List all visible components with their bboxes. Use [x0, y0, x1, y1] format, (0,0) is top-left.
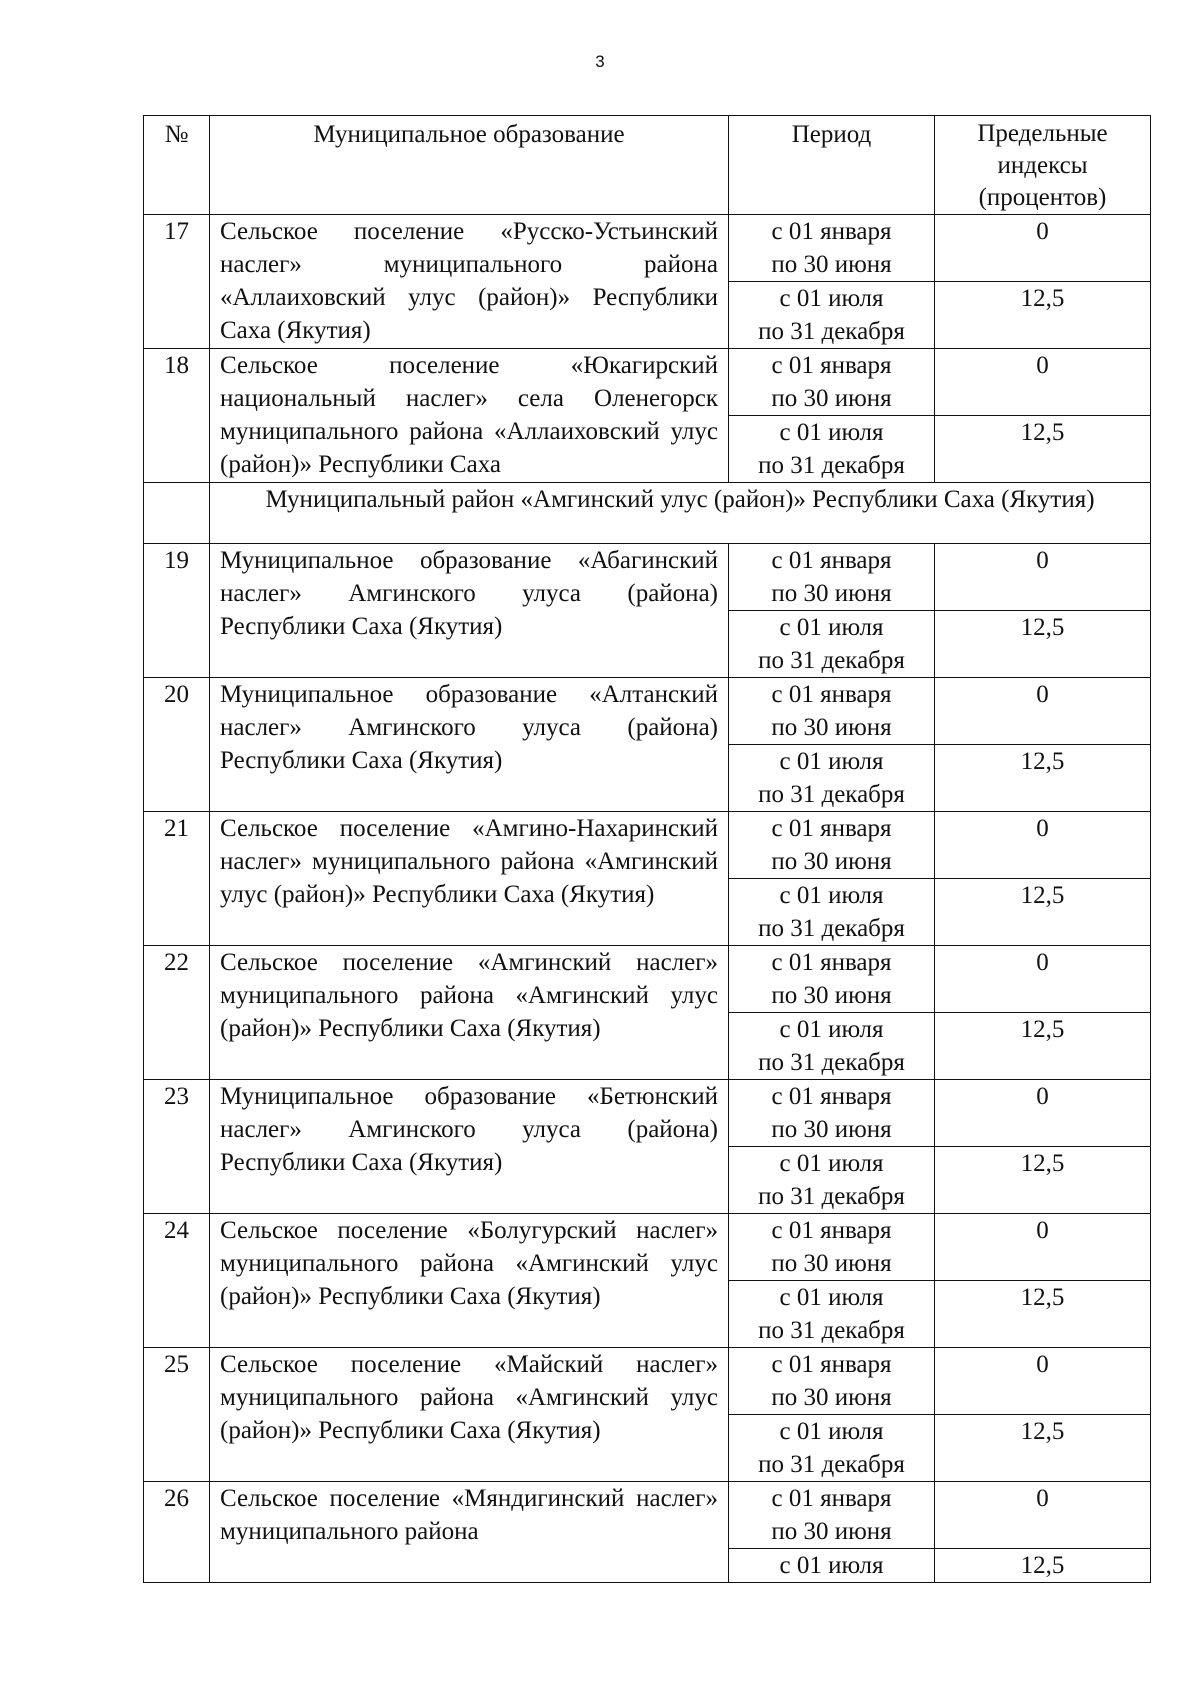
- period-line: с 01 января: [771, 815, 892, 842]
- section-title: Муниципальный район «Амгинский улус (район)» Республики Саха (Якутия): [210, 483, 1151, 544]
- period-line: с 01 июля: [779, 614, 884, 641]
- period-first-half: [729, 946, 935, 1013]
- row-number: 25: [144, 1348, 210, 1482]
- period-line: с 01 июля: [779, 419, 884, 446]
- index-first-half: 0: [935, 946, 1151, 1013]
- table-row: [144, 1482, 1151, 1549]
- period-line: с 01 января: [771, 1485, 892, 1512]
- period-second-half: [729, 282, 935, 349]
- period-second-half: [729, 416, 935, 483]
- period-line: по 30 июня: [771, 251, 892, 278]
- municipality-name: Сельское поселение «Амгинский наслег» муниципального района «Амгинский улус (район)» Республики Саха (Якутия): [210, 946, 729, 1080]
- period-line: по 31 декабря: [758, 1451, 905, 1478]
- row-number: 22: [144, 946, 210, 1080]
- period-first-half: [729, 1214, 935, 1281]
- page-number: 3: [595, 52, 605, 71]
- row-number: 24: [144, 1214, 210, 1348]
- period-line: по 31 декабря: [758, 318, 905, 345]
- municipality-name: Муниципальное образование «Абагинский наслег» Амгинского улуса (района) Республики Саха (Якутия): [210, 544, 729, 678]
- table-row: [144, 678, 1151, 745]
- table-row: [144, 1080, 1151, 1147]
- period-first-half: [729, 1080, 935, 1147]
- period-line: по 30 июня: [771, 1384, 892, 1411]
- municipality-name: Муниципальное образование «Алтанский наслег» Амгинского улуса (района) Республики Саха (Якутия): [210, 678, 729, 812]
- index-second-half: 12,5: [935, 1549, 1151, 1583]
- index-second-half: 12,5: [935, 745, 1151, 812]
- table-row: [144, 215, 1151, 282]
- period-line: по 31 декабря: [758, 915, 905, 942]
- row-number: 20: [144, 678, 210, 812]
- period-line: с 01 января: [771, 681, 892, 708]
- period-second-half: [729, 1013, 935, 1080]
- column-header-period: Период: [729, 116, 935, 215]
- period-first-half: [729, 544, 935, 611]
- index-first-half: 0: [935, 1080, 1151, 1147]
- section-number-cell: [144, 483, 210, 544]
- period-line: по 31 декабря: [758, 1049, 905, 1076]
- period-line: с 01 июля: [779, 748, 884, 775]
- municipality-name: Сельское поселение «Болугурский наслег» муниципального района «Амгинский улус (район)» Республики Саха (Якутия): [210, 1214, 729, 1348]
- period-line: по 30 июня: [771, 982, 892, 1009]
- period-second-half: [729, 1281, 935, 1348]
- period-line: с 01 января: [771, 352, 892, 379]
- municipality-name: Муниципальное образование «Бетюнский наслег» Амгинского улуса (района) Республики Саха (Якутия): [210, 1080, 729, 1214]
- municipality-name: Сельское поселение «Юкагирский национальный наслег» села Оленегорск муниципального района «Аллаиховский улус (район)» Республики Саха: [210, 349, 729, 483]
- table-row: [144, 812, 1151, 879]
- tariff-index-table: [143, 115, 1151, 1583]
- index-first-half: 0: [935, 215, 1151, 282]
- index-second-half: 12,5: [935, 611, 1151, 678]
- table-row: [144, 1214, 1151, 1281]
- period-first-half: [729, 678, 935, 745]
- period-line: с 01 января: [771, 1351, 892, 1378]
- period-first-half: [729, 1482, 935, 1549]
- period-line: по 30 июня: [771, 1116, 892, 1143]
- municipality-name: Сельское поселение «Майский наслег» муниципального района «Амгинский улус (район)» Республики Саха (Якутия): [210, 1348, 729, 1482]
- period-second-half: [729, 879, 935, 946]
- table-header-row: [144, 116, 1151, 215]
- index-first-half: 0: [935, 1482, 1151, 1549]
- period-line: с 01 июля: [779, 1418, 884, 1445]
- municipality-name: Сельское поселение «Амгино-Нахаринский наслег» муниципального района «Амгинский улус (район)» Республики Саха (Якутия): [210, 812, 729, 946]
- index-first-half: 0: [935, 544, 1151, 611]
- index-second-half: 12,5: [935, 1147, 1151, 1214]
- table-row: [144, 1348, 1151, 1415]
- municipality-name: Сельское поселение «Мяндигинский наслег» муниципального района: [210, 1482, 729, 1583]
- period-line: по 30 июня: [771, 580, 892, 607]
- row-number: 21: [144, 812, 210, 946]
- row-number: 26: [144, 1482, 210, 1583]
- period-line: по 31 декабря: [758, 1183, 905, 1210]
- row-number: 23: [144, 1080, 210, 1214]
- index-second-half: 12,5: [935, 879, 1151, 946]
- period-line: по 30 июня: [771, 714, 892, 741]
- period-line: с 01 июля: [779, 1150, 884, 1177]
- period-line: по 31 декабря: [758, 647, 905, 674]
- period-line: с 01 июля: [779, 285, 884, 312]
- table-row: [144, 349, 1151, 416]
- index-second-half: 12,5: [935, 1281, 1151, 1348]
- period-line: по 30 июня: [771, 1250, 892, 1277]
- period-first-half: [729, 349, 935, 416]
- period-first-half: [729, 812, 935, 879]
- period-second-half: [729, 611, 935, 678]
- period-first-half: [729, 215, 935, 282]
- period-line: с 01 июля: [779, 1552, 884, 1579]
- period-line: с 01 июля: [779, 1016, 884, 1043]
- index-second-half: 12,5: [935, 1415, 1151, 1482]
- period-line: с 01 января: [771, 547, 892, 574]
- period-second-half: [729, 1147, 935, 1214]
- period-second-half: [729, 1549, 935, 1583]
- period-line: с 01 января: [771, 1083, 892, 1110]
- period-line: с 01 января: [771, 218, 892, 245]
- period-line: по 31 декабря: [758, 452, 905, 479]
- index-second-half: 12,5: [935, 1013, 1151, 1080]
- period-line: по 31 декабря: [758, 781, 905, 808]
- row-number: 17: [144, 215, 210, 349]
- period-line: с 01 июля: [779, 1284, 884, 1311]
- index-first-half: 0: [935, 349, 1151, 416]
- period-second-half: [729, 1415, 935, 1482]
- section-row: [144, 483, 1151, 544]
- index-first-half: 0: [935, 812, 1151, 879]
- table-row: [144, 544, 1151, 611]
- index-first-half: 0: [935, 1348, 1151, 1415]
- column-header-municipality: Муниципальное образование: [210, 116, 729, 215]
- period-line: по 30 июня: [771, 385, 892, 412]
- row-number: 19: [144, 544, 210, 678]
- period-second-half: [729, 745, 935, 812]
- period-line: с 01 января: [771, 949, 892, 976]
- index-second-half: 12,5: [935, 416, 1151, 483]
- table-row: [144, 946, 1151, 1013]
- period-line: с 01 января: [771, 1217, 892, 1244]
- index-first-half: 0: [935, 1214, 1151, 1281]
- index-first-half: 0: [935, 678, 1151, 745]
- period-line: по 30 июня: [771, 1518, 892, 1545]
- row-number: 18: [144, 349, 210, 483]
- period-line: по 31 декабря: [758, 1317, 905, 1344]
- period-line: с 01 июля: [779, 882, 884, 909]
- index-second-half: 12,5: [935, 282, 1151, 349]
- table-body: [144, 215, 1151, 1583]
- period-first-half: [729, 1348, 935, 1415]
- column-header-index: Предельные индексы (процентов): [935, 116, 1151, 215]
- period-line: по 30 июня: [771, 848, 892, 875]
- municipality-name: Сельское поселение «Русско-Устьинский наслег» муниципального района «Аллаиховский улус (район)» Республики Саха (Якутия): [210, 215, 729, 349]
- column-header-number: №: [144, 116, 210, 215]
